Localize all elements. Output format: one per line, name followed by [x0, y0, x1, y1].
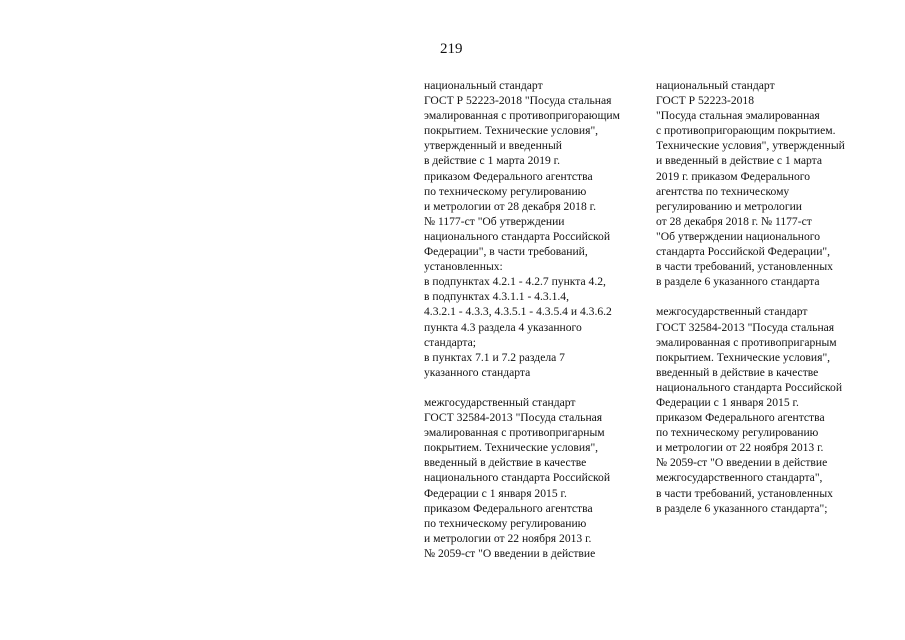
left-column-text-line: межгосударственный стандарт — [424, 395, 576, 409]
left-column-text-line: в пунктах 7.1 и 7.2 раздела 7 — [424, 350, 565, 364]
right-column-text-line: с противопригорающим покрытием. — [656, 124, 836, 138]
right-column-text-line: ГОСТ 32584-2013 "Посуда стальная — [656, 320, 835, 334]
right-column-text-line: регулированию и метрологии — [656, 199, 802, 213]
right-column-text-line: стандарта Российской Федерации", — [656, 245, 831, 259]
left-column-text-line: установленных: — [424, 260, 503, 274]
left-column-text-line: эмалированная с противопригарным — [424, 426, 605, 440]
right-column-text-line: в части требований, установленных — [656, 486, 833, 500]
right-column-text-line: ГОСТ Р 52223-2018 — [656, 94, 755, 108]
right-column-text-line: Федерации с 1 января 2015 г. — [656, 395, 799, 409]
left-column-text-line: стандарта; — [424, 335, 476, 349]
right-column-text-line: межгосударственного стандарта", — [656, 471, 823, 485]
right-column-text-line: национального стандарта Российской — [656, 380, 843, 394]
left-column-text-line: Федерации с 1 января 2015 г. — [424, 486, 567, 500]
right-column-text-line: № 2059-ст "О введении в действие — [656, 456, 828, 470]
right-column-text-line: агентства по техническому — [656, 184, 790, 198]
right-column-paragraph-gap — [656, 289, 871, 304]
left-column-text-line: приказом Федерального агентства — [424, 501, 593, 515]
right-column-text-line: введенный в действие в качестве — [656, 365, 819, 379]
right-column-text-line: приказом Федерального агентства — [656, 411, 825, 425]
left-column-text-line: указанного стандарта — [424, 365, 531, 379]
right-column-text-line: "Об утверждении национального — [656, 229, 821, 243]
right-column-text-line: эмалированная с противопригарным — [656, 335, 837, 349]
right-column-text-line: 2019 г. приказом Федерального — [656, 169, 811, 183]
right-column-text-line: в части требований, установленных — [656, 260, 833, 274]
right-column-text-line: Технические условия", утвержденный — [656, 139, 845, 153]
left-column-text-line: национального стандарта Российской — [424, 471, 611, 485]
left-column-text-line: национальный стандарт — [424, 79, 543, 92]
right-column-text-line: и метрологии от 22 ноября 2013 г. — [656, 441, 824, 455]
left-column-text-line: № 1177-ст "Об утверждении — [424, 214, 565, 228]
left-column-text-line: пункта 4.3 раздела 4 указанного — [424, 320, 582, 334]
left-column-text-line: эмалированная с противопригорающим — [424, 109, 620, 123]
right-column-text-line: межгосударственный стандарт — [656, 305, 808, 319]
left-column-text-line: по техническому регулированию — [424, 184, 587, 198]
left-column-text-line: ГОСТ Р 52223-2018 "Посуда стальная — [424, 94, 612, 108]
left-column-text-line: приказом Федерального агентства — [424, 169, 593, 183]
left-column-text-line: ГОСТ 32584-2013 "Посуда стальная — [424, 411, 603, 425]
left-column-text-line: покрытием. Технические условия", — [424, 441, 599, 455]
left-column-text-line: покрытием. Технические условия", — [424, 124, 599, 138]
left-column — [424, 78, 639, 561]
right-column — [656, 78, 871, 516]
left-column-paragraph-gap — [424, 380, 639, 395]
right-column-text-line: покрытием. Технические условия", — [656, 350, 831, 364]
left-column-text-line: № 2059-ст "О введении в действие — [424, 546, 596, 560]
left-column-text-line: Федерации", в части требований, — [424, 245, 588, 259]
right-column-text-line: по техническому регулированию — [656, 426, 819, 440]
right-column-text-line: в разделе 6 указанного стандарта"; — [656, 501, 828, 515]
page-number: 219 — [440, 41, 463, 57]
left-column-text-line: 4.3.2.1 - 4.3.3, 4.3.5.1 - 4.3.5.4 и 4.3.6.2 — [424, 305, 612, 319]
left-column-text-line: и метрологии от 28 декабря 2018 г. — [424, 199, 596, 213]
left-column-text-line: утвержденный и введенный — [424, 139, 562, 153]
left-column-text-line: в подпунктах 4.2.1 - 4.2.7 пункта 4.2, — [424, 275, 606, 289]
left-column-text-line: и метрологии от 22 ноября 2013 г. — [424, 531, 592, 545]
right-column-text-line: "Посуда стальная эмалированная — [656, 109, 820, 123]
left-column-text-line: введенный в действие в качестве — [424, 456, 587, 470]
right-column-text-line: и введенный в действие с 1 марта — [656, 154, 823, 168]
left-column-text-line: в подпунктах 4.3.1.1 - 4.3.1.4, — [424, 290, 569, 304]
right-column-text-line: в разделе 6 указанного стандарта — [656, 275, 820, 289]
left-column-text-line: по техническому регулированию — [424, 516, 587, 530]
left-column-text-line: в действие с 1 марта 2019 г. — [424, 154, 561, 168]
right-column-text-line: от 28 декабря 2018 г. № 1177-ст — [656, 214, 812, 228]
left-column-text-line: национального стандарта Российской — [424, 229, 611, 243]
right-column-text-line: национальный стандарт — [656, 79, 775, 92]
